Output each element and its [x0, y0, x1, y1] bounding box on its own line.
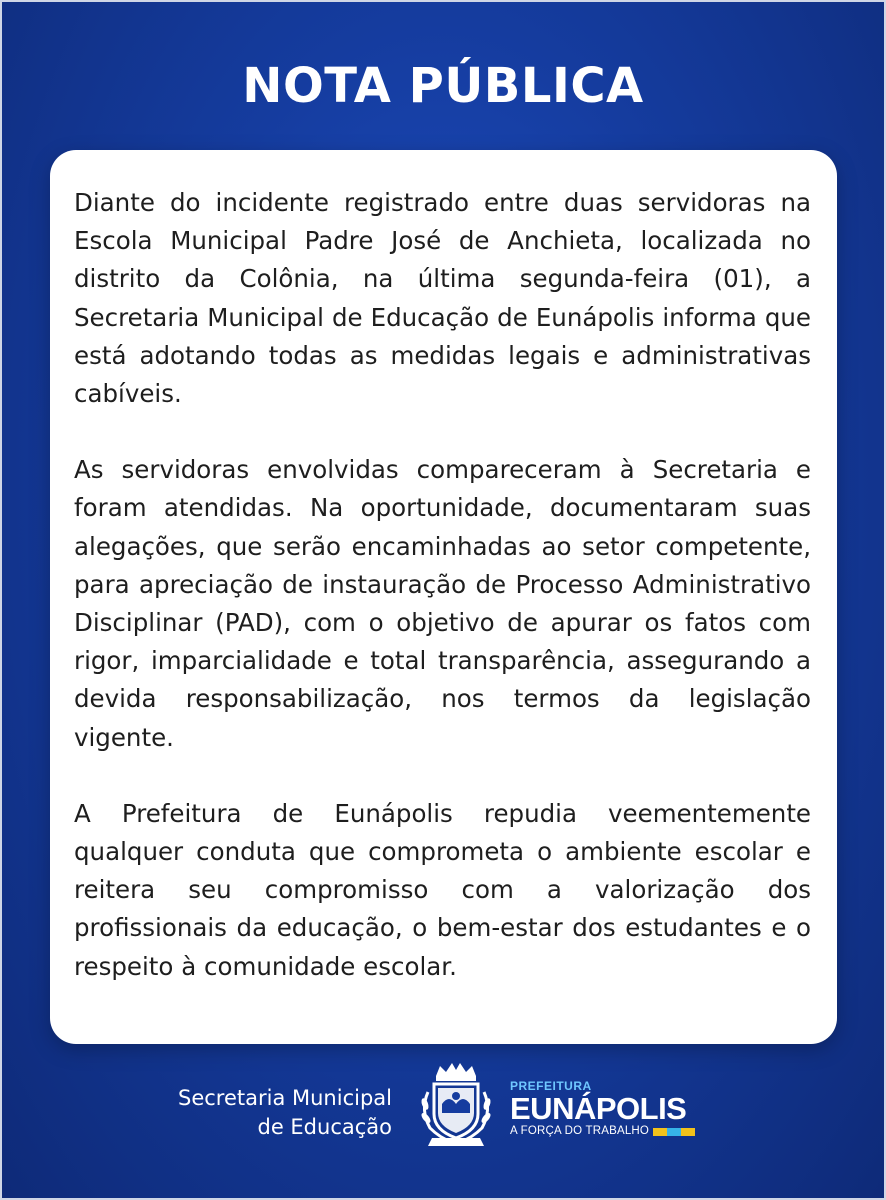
stripe-yellow-2 — [681, 1128, 695, 1136]
municipal-crest-icon — [412, 1058, 500, 1150]
stripe-yellow — [653, 1128, 667, 1136]
brand-slogan-row — [510, 1125, 710, 1138]
notice-paragraph-2: As servidoras envolvidas compareceram à Secretaria e foram atendidas. Na oportunidade, documentaram suas alegações, que serão encaminhadas ao setor competente, para apreciação de instauração de Processo Administrativo Disciplinar (PAD), com o objetivo de apurar os fatos com rigor, imparcialidade e total transparência, assegurando a devida responsabilização, nos termos da legislação vigente. — [74, 455, 811, 752]
brand-name: EUNÁPOLIS — [510, 1091, 687, 1126]
department-name — [178, 1084, 392, 1142]
notice-paragraph-3: A Prefeitura de Eunápolis repudia veementemente qualquer conduta que comprometa o ambiente escolar e reitera seu compromisso com a valorização dos profissionais da educação, o bem-estar dos estudantes e o respeito à comunidade escolar. — [74, 798, 811, 981]
brand-top-label: PREFEITURA — [510, 1079, 592, 1093]
brand-slogan: A FORÇA DO TRABALHO — [510, 1125, 650, 1137]
department-line-2: de Educação — [257, 1115, 392, 1139]
notice-card — [50, 150, 837, 1044]
page-title: NOTA PÚBLICA — [242, 58, 644, 114]
stripe-blue — [667, 1128, 681, 1136]
department-line-1: Secretaria Municipal — [178, 1086, 392, 1110]
footer — [0, 1058, 886, 1168]
notice-paragraph-1: Diante do incidente registrado entre duas servidoras na Escola Municipal Padre José de Anchieta, localizada no distrito da Colônia, na última segunda-feira (01), a Secretaria Municipal de Educação de Eunápolis informa que está adotando todas as medidas legais e administrativas cabíveis. — [74, 188, 811, 409]
brand-logo — [510, 1080, 710, 1138]
brand-color-stripe — [653, 1128, 695, 1136]
